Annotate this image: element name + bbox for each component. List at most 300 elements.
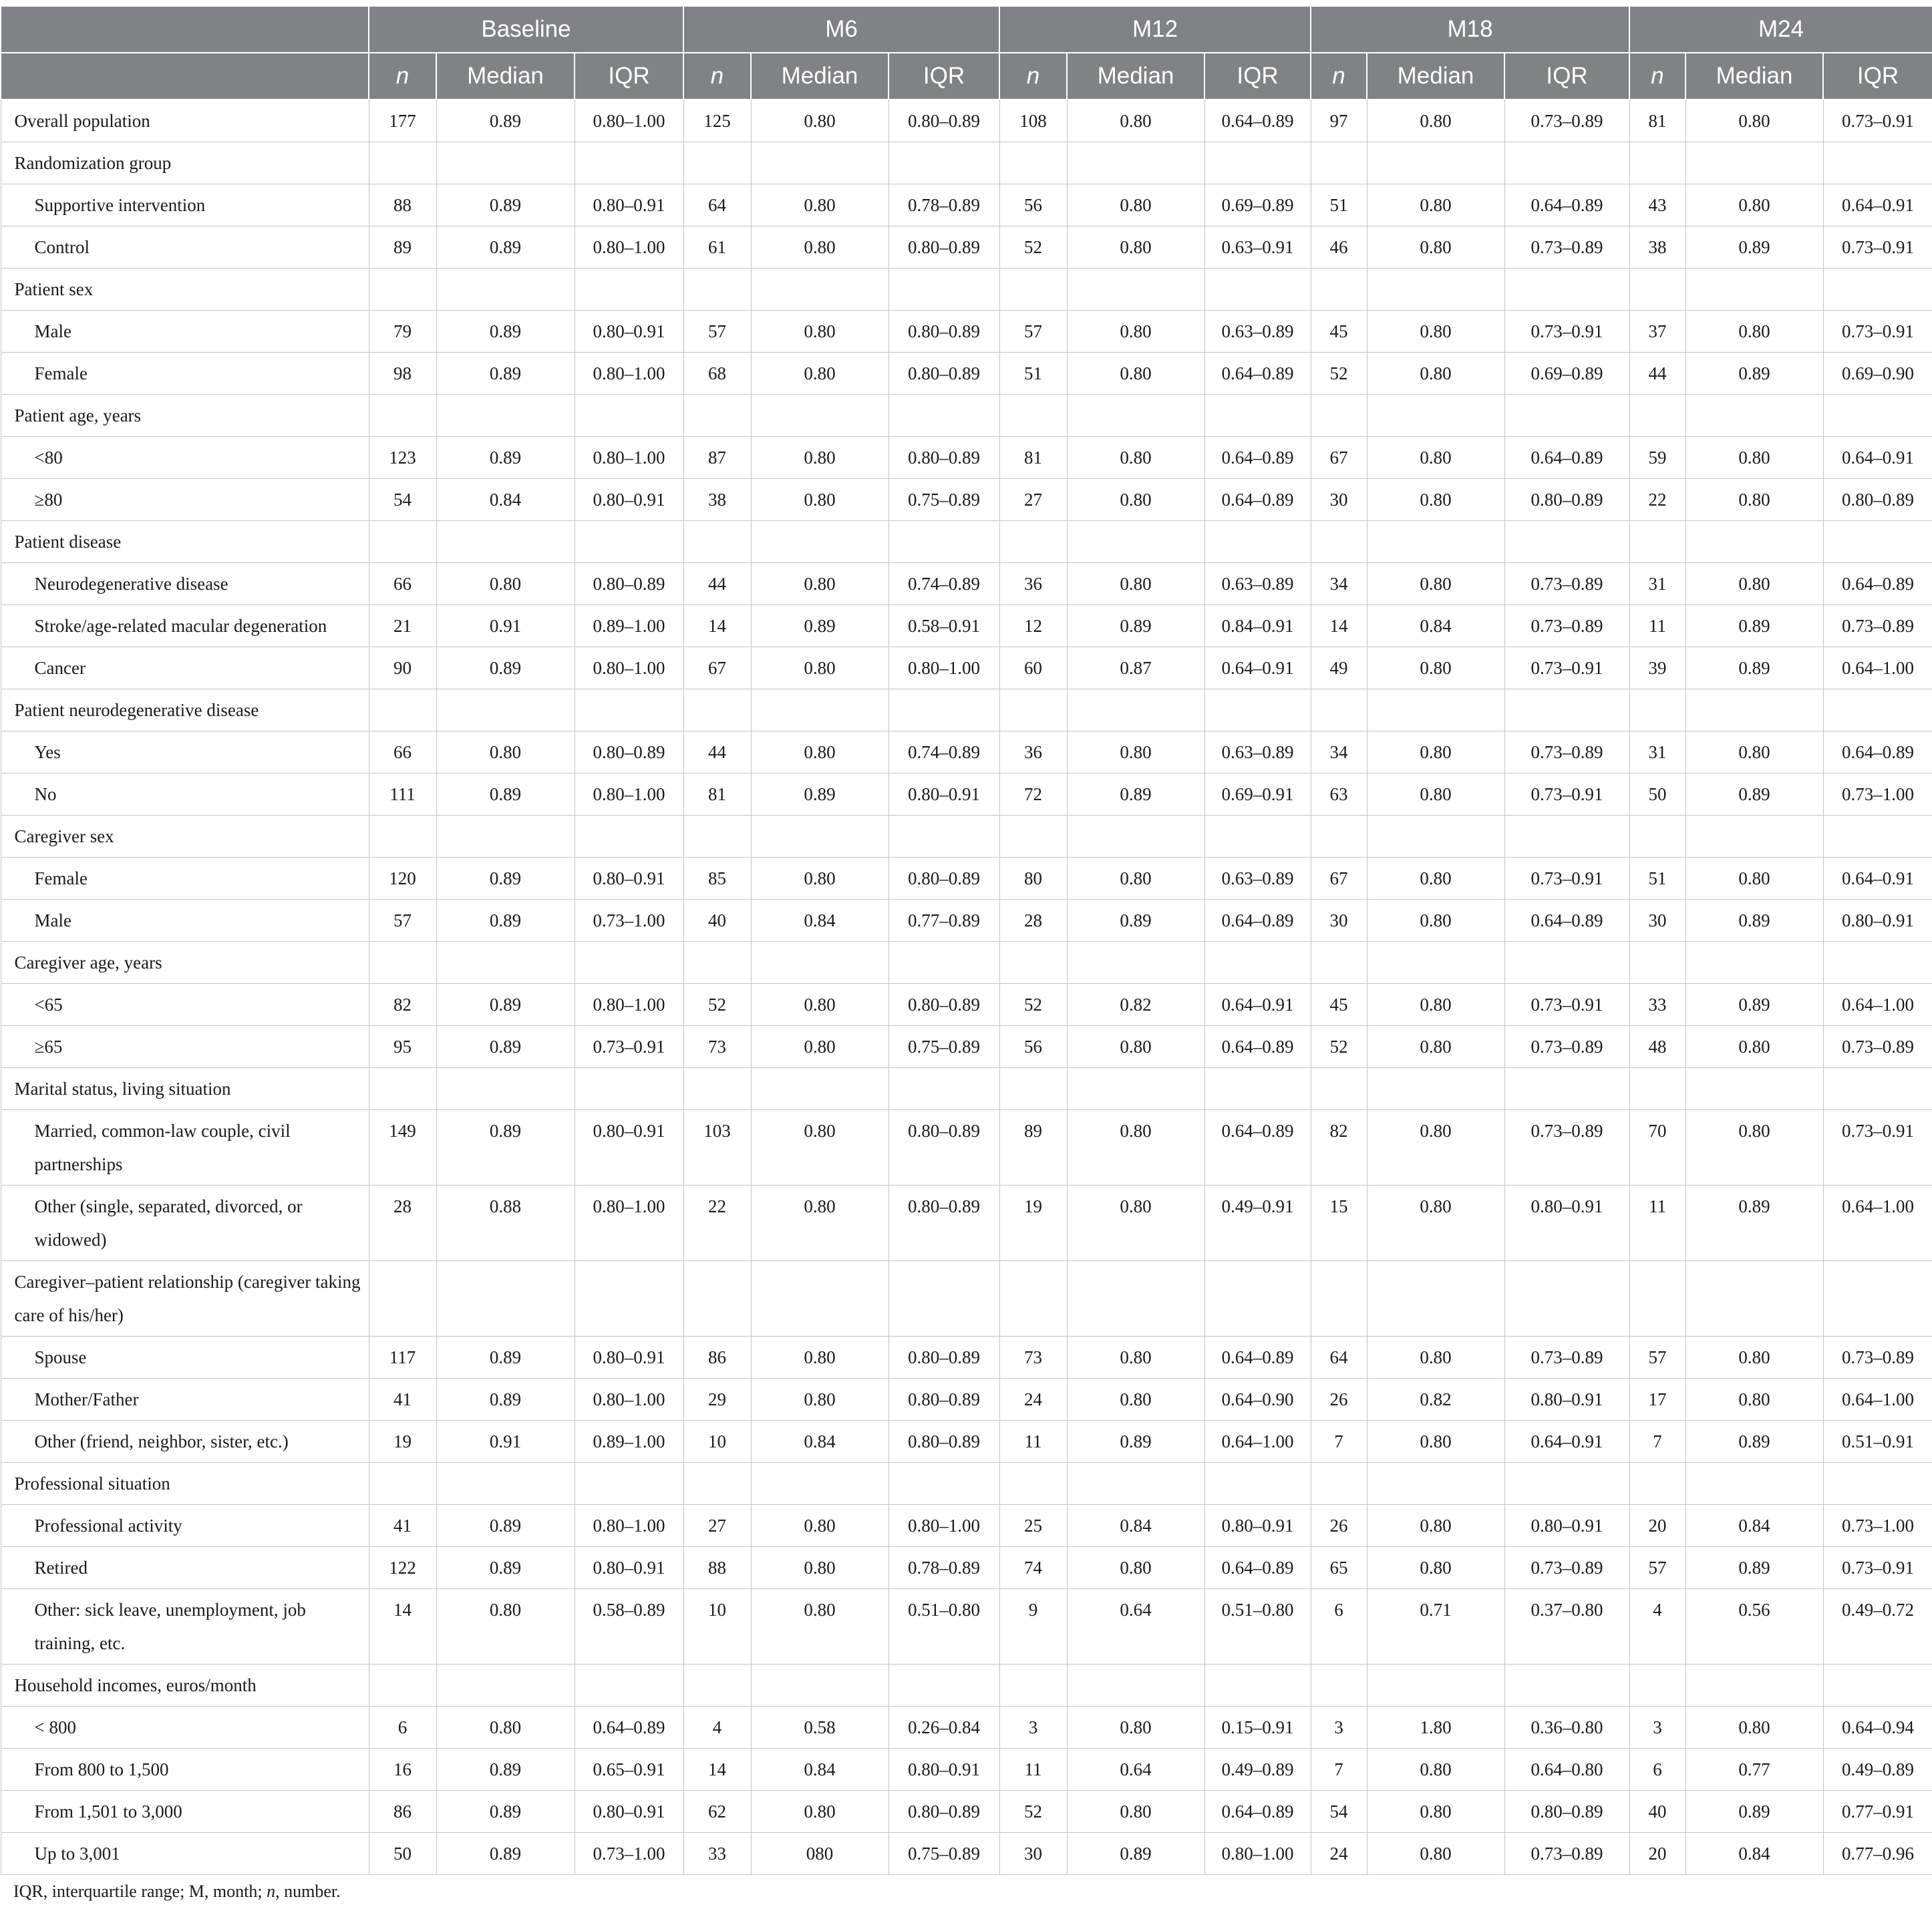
cell-m6-median — [751, 521, 889, 563]
cell-baseline-n: 21 — [369, 605, 436, 647]
cell-m18-iqr: 0.73–0.89 — [1504, 1026, 1629, 1068]
cell-m24-median: 0.80 — [1685, 858, 1823, 900]
cell-m24-iqr: 0.64–1.00 — [1823, 984, 1932, 1026]
cell-m6-iqr — [889, 1665, 999, 1707]
cell-baseline-median: 0.91 — [436, 1421, 575, 1463]
cell-baseline-n — [369, 269, 436, 311]
table-row — [1, 437, 1932, 479]
cell-m6-n: 86 — [683, 1337, 751, 1379]
cell-m12-n — [999, 689, 1067, 731]
cell-baseline-iqr: 0.80–0.91 — [575, 1791, 683, 1833]
cell-m12-median — [1067, 689, 1204, 731]
cell-m24-n: 30 — [1629, 900, 1685, 942]
cell-m6-n: 40 — [683, 900, 751, 942]
cell-m18-iqr — [1504, 942, 1629, 984]
table-row — [1, 1707, 1932, 1749]
cell-m18-median: 0.80 — [1367, 1749, 1504, 1791]
cell-m6-n: 33 — [683, 1833, 751, 1875]
cell-m6-n — [683, 1463, 751, 1505]
cell-m18-iqr — [1504, 395, 1629, 437]
cell-m18-iqr — [1504, 269, 1629, 311]
cell-m24-median: 0.89 — [1685, 773, 1823, 816]
cell-m18-n: 15 — [1311, 1186, 1367, 1261]
table-row — [1, 1110, 1932, 1186]
cell-m18-n: 30 — [1311, 900, 1367, 942]
cell-m6-median: 0.80 — [751, 226, 889, 269]
cell-baseline-n: 177 — [369, 100, 436, 142]
cell-m12-median: 0.80 — [1067, 1186, 1204, 1261]
cell-m6-n: 73 — [683, 1026, 751, 1068]
cell-m18-n: 63 — [1311, 773, 1367, 816]
cell-baseline-iqr: 0.80–0.91 — [575, 311, 683, 353]
header-median: Median — [1685, 53, 1823, 100]
cell-m12-median — [1067, 1463, 1204, 1505]
footnote-part1: IQR, interquartile range; M, month; — [13, 1882, 267, 1901]
cell-m18-n: 51 — [1311, 184, 1367, 226]
cell-m12-median: 0.80 — [1067, 1379, 1204, 1421]
cell-m6-n: 81 — [683, 773, 751, 816]
cell-m12-median — [1067, 1068, 1204, 1110]
cell-m18-n: 24 — [1311, 1833, 1367, 1875]
cell-m18-iqr — [1504, 816, 1629, 858]
cell-m12-iqr: 0.84–0.91 — [1204, 605, 1311, 647]
row-label: ≥80 — [1, 479, 369, 521]
cell-baseline-iqr — [575, 1665, 683, 1707]
cell-m24-iqr — [1823, 395, 1932, 437]
cell-m6-median — [751, 142, 889, 184]
table-row — [1, 858, 1932, 900]
cell-m18-iqr: 0.37–0.80 — [1504, 1589, 1629, 1665]
cell-m12-n: 11 — [999, 1421, 1067, 1463]
cell-m18-n: 30 — [1311, 479, 1367, 521]
cell-m24-iqr — [1823, 142, 1932, 184]
cell-m12-n: 27 — [999, 479, 1067, 521]
cell-m18-iqr: 0.80–0.89 — [1504, 479, 1629, 521]
cell-m12-iqr — [1204, 816, 1311, 858]
cell-baseline-n: 98 — [369, 353, 436, 395]
cell-m18-median: 0.80 — [1367, 1547, 1504, 1589]
cell-baseline-iqr: 0.73–1.00 — [575, 900, 683, 942]
cell-baseline-median: 0.89 — [436, 1026, 575, 1068]
cell-baseline-n: 57 — [369, 900, 436, 942]
cell-m6-iqr — [889, 942, 999, 984]
cell-m12-iqr: 0.64–0.89 — [1204, 100, 1311, 142]
cell-baseline-median: 0.89 — [436, 311, 575, 353]
cell-m12-median: 0.80 — [1067, 563, 1204, 605]
cell-m6-n: 14 — [683, 605, 751, 647]
cell-m24-n: 40 — [1629, 1791, 1685, 1833]
table-row — [1, 1749, 1932, 1791]
cell-baseline-median — [436, 689, 575, 731]
table-row — [1, 353, 1932, 395]
cell-m12-iqr — [1204, 1261, 1311, 1337]
cell-baseline-median: 0.89 — [436, 900, 575, 942]
cell-m18-n: 67 — [1311, 858, 1367, 900]
cell-m12-median — [1067, 816, 1204, 858]
cell-m6-median — [751, 689, 889, 731]
cell-baseline-median — [436, 142, 575, 184]
section-row — [1, 1261, 1932, 1337]
cell-m6-n: 14 — [683, 1749, 751, 1791]
cell-m12-n — [999, 1261, 1067, 1337]
cell-m6-n: 38 — [683, 479, 751, 521]
cell-m6-n: 67 — [683, 647, 751, 689]
cell-m24-iqr: 0.73–0.89 — [1823, 1026, 1932, 1068]
cell-baseline-median: 0.91 — [436, 605, 575, 647]
cell-m18-median: 0.80 — [1367, 353, 1504, 395]
cell-m24-n — [1629, 942, 1685, 984]
section-label: Patient sex — [1, 269, 369, 311]
cell-m6-iqr: 0.80–0.89 — [889, 226, 999, 269]
cell-m24-iqr: 0.64–0.91 — [1823, 858, 1932, 900]
cell-baseline-n: 14 — [369, 1589, 436, 1665]
table-row — [1, 184, 1932, 226]
cell-m18-median: 0.84 — [1367, 605, 1504, 647]
cell-m12-iqr — [1204, 521, 1311, 563]
cell-m12-n: 108 — [999, 100, 1067, 142]
cell-baseline-iqr: 0.80–1.00 — [575, 1186, 683, 1261]
cell-m24-n: 3 — [1629, 1707, 1685, 1749]
cell-m6-median: 0.89 — [751, 773, 889, 816]
cell-m6-iqr: 0.26–0.84 — [889, 1707, 999, 1749]
cell-m18-iqr: 0.73–0.89 — [1504, 100, 1629, 142]
cell-m6-median: 0.80 — [751, 1186, 889, 1261]
header-median: Median — [436, 53, 575, 100]
table-row — [1, 731, 1932, 773]
cell-baseline-n — [369, 1068, 436, 1110]
cell-m12-iqr: 0.64–0.90 — [1204, 1379, 1311, 1421]
cell-m24-median: 0.89 — [1685, 900, 1823, 942]
table-row — [1, 1547, 1932, 1589]
cell-m18-n: 97 — [1311, 100, 1367, 142]
cell-m24-n: 51 — [1629, 858, 1685, 900]
header-group-row — [1, 6, 1932, 53]
cell-m12-median: 0.89 — [1067, 900, 1204, 942]
cell-m12-n: 81 — [999, 437, 1067, 479]
section-label: Caregiver sex — [1, 816, 369, 858]
cell-m24-n: 22 — [1629, 479, 1685, 521]
cell-m18-n: 7 — [1311, 1421, 1367, 1463]
cell-m6-n: 103 — [683, 1110, 751, 1186]
cell-m18-iqr — [1504, 1261, 1629, 1337]
cell-baseline-n — [369, 1665, 436, 1707]
section-row — [1, 1068, 1932, 1110]
cell-baseline-n: 54 — [369, 479, 436, 521]
cell-m24-iqr — [1823, 1665, 1932, 1707]
cell-m12-n — [999, 816, 1067, 858]
cell-baseline-iqr — [575, 395, 683, 437]
cell-m12-iqr: 0.64–0.89 — [1204, 1110, 1311, 1186]
cell-baseline-iqr: 0.89–1.00 — [575, 605, 683, 647]
cell-m12-iqr: 0.49–0.89 — [1204, 1749, 1311, 1791]
cell-m12-median — [1067, 942, 1204, 984]
cell-baseline-median: 0.89 — [436, 773, 575, 816]
table-row — [1, 100, 1932, 142]
cell-m12-iqr: 0.64–0.89 — [1204, 900, 1311, 942]
cell-m6-iqr: 0.74–0.89 — [889, 563, 999, 605]
cell-m12-n — [999, 1068, 1067, 1110]
data-table-container — [0, 5, 1932, 1902]
cell-m24-iqr: 0.77–0.96 — [1823, 1833, 1932, 1875]
cell-m12-iqr: 0.64–0.91 — [1204, 984, 1311, 1026]
cell-m12-n — [999, 395, 1067, 437]
cell-m18-median — [1367, 521, 1504, 563]
cell-m18-iqr: 0.36–0.80 — [1504, 1707, 1629, 1749]
cell-baseline-n: 89 — [369, 226, 436, 269]
cell-m6-n — [683, 395, 751, 437]
cell-m6-n — [683, 1068, 751, 1110]
cell-m24-iqr: 0.73–0.91 — [1823, 1110, 1932, 1186]
cell-m18-iqr: 0.73–0.89 — [1504, 605, 1629, 647]
cell-m24-iqr — [1823, 689, 1932, 731]
cell-m6-iqr: 0.80–0.89 — [889, 858, 999, 900]
cell-baseline-iqr: 0.80–1.00 — [575, 647, 683, 689]
cell-m6-iqr — [889, 1463, 999, 1505]
cell-baseline-median — [436, 395, 575, 437]
cell-m12-n: 74 — [999, 1547, 1067, 1589]
cell-m18-n — [1311, 1261, 1367, 1337]
cell-m18-n: 34 — [1311, 731, 1367, 773]
cell-m12-n — [999, 142, 1067, 184]
cell-baseline-median: 0.80 — [436, 1589, 575, 1665]
cell-m12-iqr: 0.64–1.00 — [1204, 1421, 1311, 1463]
cell-m18-median: 1.80 — [1367, 1707, 1504, 1749]
cell-m6-median: 0.84 — [751, 1749, 889, 1791]
cell-baseline-iqr: 0.80–0.91 — [575, 1547, 683, 1589]
cell-m24-median: 0.89 — [1685, 353, 1823, 395]
section-label: Caregiver–patient relationship (caregiver taking care of his/her) — [1, 1261, 369, 1337]
cell-m6-n: 29 — [683, 1379, 751, 1421]
cell-m6-iqr — [889, 689, 999, 731]
cell-m12-n: 80 — [999, 858, 1067, 900]
cell-m12-n: 73 — [999, 1337, 1067, 1379]
row-label: ≥65 — [1, 1026, 369, 1068]
cell-baseline-median: 0.84 — [436, 479, 575, 521]
cell-m24-n: 31 — [1629, 563, 1685, 605]
cell-m24-median: 0.84 — [1685, 1505, 1823, 1547]
row-label: Female — [1, 858, 369, 900]
cell-m12-median: 0.80 — [1067, 353, 1204, 395]
cell-baseline-iqr: 0.64–0.89 — [575, 1707, 683, 1749]
table-row — [1, 1833, 1932, 1875]
cell-m18-iqr: 0.73–0.91 — [1504, 773, 1629, 816]
cell-m12-iqr — [1204, 395, 1311, 437]
cell-m18-n: 67 — [1311, 437, 1367, 479]
cell-m18-iqr: 0.73–0.89 — [1504, 1110, 1629, 1186]
cell-m18-iqr: 0.73–0.89 — [1504, 731, 1629, 773]
cell-m6-iqr: 0.80–1.00 — [889, 1505, 999, 1547]
cell-m24-median: 0.84 — [1685, 1833, 1823, 1875]
cell-m12-median — [1067, 395, 1204, 437]
cell-m24-n — [1629, 1261, 1685, 1337]
section-label: Marital status, living situation — [1, 1068, 369, 1110]
cell-baseline-median: 0.89 — [436, 226, 575, 269]
cell-m6-median — [751, 1261, 889, 1337]
cell-m24-iqr: 0.49–0.89 — [1823, 1749, 1932, 1791]
cell-m24-iqr — [1823, 942, 1932, 984]
cell-m18-iqr: 0.73–0.91 — [1504, 858, 1629, 900]
cell-baseline-n — [369, 521, 436, 563]
table-row — [1, 984, 1932, 1026]
cell-m12-median: 0.82 — [1067, 984, 1204, 1026]
cell-m6-median — [751, 1665, 889, 1707]
cell-m18-median: 0.80 — [1367, 1505, 1504, 1547]
cell-m18-median — [1367, 1463, 1504, 1505]
cell-m18-median: 0.80 — [1367, 479, 1504, 521]
cell-m18-median: 0.80 — [1367, 311, 1504, 353]
cell-m18-n — [1311, 395, 1367, 437]
footnote-part2: , number. — [275, 1882, 341, 1901]
cell-m12-n: 57 — [999, 311, 1067, 353]
cell-baseline-median — [436, 1261, 575, 1337]
table-body — [1, 100, 1932, 1875]
cell-m6-median: 0.80 — [751, 1589, 889, 1665]
cell-m12-n: 52 — [999, 1791, 1067, 1833]
cell-m12-iqr: 0.63–0.89 — [1204, 311, 1311, 353]
cell-m6-iqr: 0.78–0.89 — [889, 184, 999, 226]
cell-m12-n: 72 — [999, 773, 1067, 816]
cell-baseline-median — [436, 1665, 575, 1707]
cell-m6-iqr: 0.80–0.89 — [889, 311, 999, 353]
cell-m18-median: 0.80 — [1367, 1791, 1504, 1833]
header-group-m18: M18 — [1311, 6, 1629, 53]
cell-m24-n: 33 — [1629, 984, 1685, 1026]
row-label: Other (single, separated, divorced, or widowed) — [1, 1186, 369, 1261]
cell-m18-median: 0.80 — [1367, 773, 1504, 816]
cell-m24-iqr: 0.64–1.00 — [1823, 647, 1932, 689]
cell-m6-iqr: 0.80–0.89 — [889, 1337, 999, 1379]
table-row — [1, 900, 1932, 942]
cell-m12-iqr: 0.64–0.89 — [1204, 437, 1311, 479]
cell-m18-median: 0.80 — [1367, 437, 1504, 479]
cell-m24-median: 0.80 — [1685, 563, 1823, 605]
cell-m6-median: 0.80 — [751, 1791, 889, 1833]
cell-m6-median: 0.80 — [751, 1379, 889, 1421]
cell-m12-n: 52 — [999, 984, 1067, 1026]
header-n: n — [683, 53, 751, 100]
section-label: Patient neurodegenerative disease — [1, 689, 369, 731]
cell-baseline-iqr: 0.65–0.91 — [575, 1749, 683, 1791]
cell-m24-median: 0.80 — [1685, 1707, 1823, 1749]
cell-baseline-n — [369, 1463, 436, 1505]
row-label: Up to 3,001 — [1, 1833, 369, 1875]
cell-m18-median: 0.80 — [1367, 984, 1504, 1026]
cell-baseline-iqr: 0.80–1.00 — [575, 773, 683, 816]
cell-m12-median: 0.64 — [1067, 1589, 1204, 1665]
cell-baseline-median: 0.89 — [436, 184, 575, 226]
cell-baseline-n: 79 — [369, 311, 436, 353]
cell-m18-n: 54 — [1311, 1791, 1367, 1833]
cell-m18-median: 0.80 — [1367, 1337, 1504, 1379]
cell-m24-n: 50 — [1629, 773, 1685, 816]
cell-m24-median: 0.89 — [1685, 1547, 1823, 1589]
cell-m12-iqr: 0.69–0.89 — [1204, 184, 1311, 226]
cell-m24-n: 48 — [1629, 1026, 1685, 1068]
cell-m6-n: 27 — [683, 1505, 751, 1547]
header-n: n — [369, 53, 436, 100]
cell-m24-n: 7 — [1629, 1421, 1685, 1463]
cell-m18-n — [1311, 1463, 1367, 1505]
cell-m18-iqr: 0.64–0.80 — [1504, 1749, 1629, 1791]
cell-m24-iqr: 0.64–0.89 — [1823, 731, 1932, 773]
cell-m6-n — [683, 269, 751, 311]
cell-m18-iqr — [1504, 1463, 1629, 1505]
cell-m18-median: 0.80 — [1367, 1186, 1504, 1261]
table-row — [1, 1337, 1932, 1379]
cell-m18-iqr: 0.73–0.91 — [1504, 984, 1629, 1026]
row-label: Spouse — [1, 1337, 369, 1379]
row-label: Supportive intervention — [1, 184, 369, 226]
cell-m24-iqr: 0.64–1.00 — [1823, 1186, 1932, 1261]
cell-baseline-iqr — [575, 269, 683, 311]
row-label: Other: sick leave, unemployment, job training, etc. — [1, 1589, 369, 1665]
cell-baseline-median: 0.89 — [436, 1110, 575, 1186]
cell-m12-n — [999, 1665, 1067, 1707]
cell-baseline-n: 28 — [369, 1186, 436, 1261]
cell-baseline-median: 0.89 — [436, 100, 575, 142]
header-n: n — [1311, 53, 1367, 100]
cell-baseline-iqr — [575, 142, 683, 184]
cell-baseline-n: 88 — [369, 184, 436, 226]
cell-m18-n: 3 — [1311, 1707, 1367, 1749]
row-label: Retired — [1, 1547, 369, 1589]
table-row — [1, 605, 1932, 647]
cell-baseline-median — [436, 269, 575, 311]
cell-m24-iqr: 0.51–0.91 — [1823, 1421, 1932, 1463]
cell-m18-iqr: 0.64–0.89 — [1504, 437, 1629, 479]
cell-m12-iqr — [1204, 942, 1311, 984]
cell-m6-iqr: 0.80–1.00 — [889, 647, 999, 689]
cell-m24-median — [1685, 521, 1823, 563]
table-row — [1, 1505, 1932, 1547]
header-blank — [1, 6, 369, 53]
cell-m12-iqr: 0.51–0.80 — [1204, 1589, 1311, 1665]
cell-baseline-n — [369, 689, 436, 731]
cell-baseline-n: 82 — [369, 984, 436, 1026]
cell-m18-median — [1367, 395, 1504, 437]
cell-m6-median: 0.80 — [751, 1110, 889, 1186]
cell-m18-n — [1311, 816, 1367, 858]
cell-m6-median: 0.80 — [751, 437, 889, 479]
cell-m6-n: 44 — [683, 563, 751, 605]
cell-m12-iqr: 0.64–0.89 — [1204, 479, 1311, 521]
cell-m6-iqr — [889, 142, 999, 184]
cell-m18-iqr: 0.73–0.89 — [1504, 1337, 1629, 1379]
row-label: Cancer — [1, 647, 369, 689]
cell-m12-iqr — [1204, 1068, 1311, 1110]
cell-baseline-median: 0.89 — [436, 647, 575, 689]
cell-m24-median: 0.80 — [1685, 731, 1823, 773]
cell-m12-n: 12 — [999, 605, 1067, 647]
cell-m12-n: 9 — [999, 1589, 1067, 1665]
cell-m24-iqr — [1823, 521, 1932, 563]
cell-m12-median: 0.80 — [1067, 184, 1204, 226]
header-subcol-row — [1, 53, 1932, 100]
cell-m24-n: 59 — [1629, 437, 1685, 479]
row-label: Male — [1, 311, 369, 353]
cell-m24-n: 44 — [1629, 353, 1685, 395]
cell-m18-iqr — [1504, 689, 1629, 731]
cell-m18-median — [1367, 269, 1504, 311]
cell-m6-median: 0.80 — [751, 100, 889, 142]
cell-m6-n: 68 — [683, 353, 751, 395]
cell-m12-n: 25 — [999, 1505, 1067, 1547]
cell-m24-n: 57 — [1629, 1547, 1685, 1589]
cell-m18-n: 45 — [1311, 311, 1367, 353]
cell-m18-median: 0.80 — [1367, 1026, 1504, 1068]
cell-baseline-median — [436, 816, 575, 858]
cell-m6-median — [751, 395, 889, 437]
